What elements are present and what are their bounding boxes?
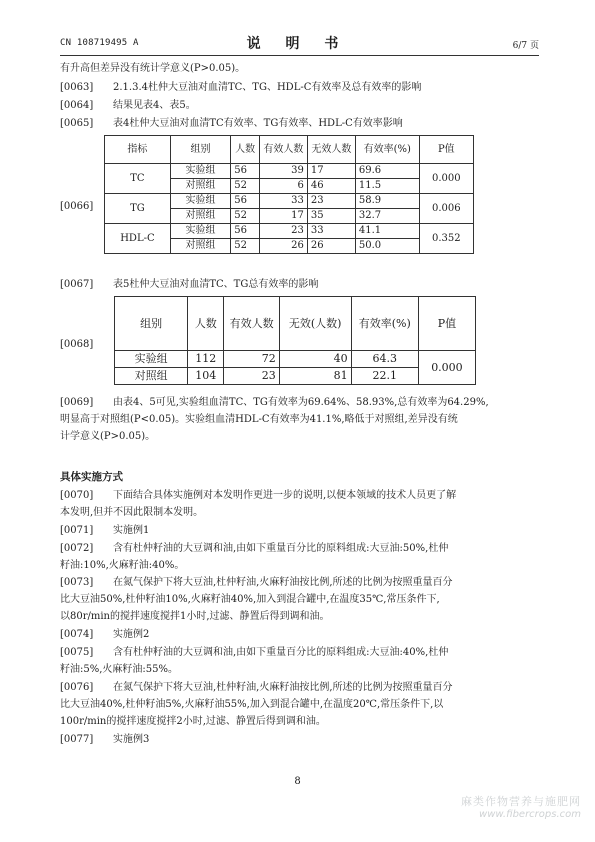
paragraph-text: 比大豆油40%,杜仲籽油5%,火麻籽油55%,加入到混合罐中,在温度20℃,常压条件下,以 xyxy=(60,699,444,710)
paragraph-text: 明显高于对照组(P<0.05)。实验组血清HDL-C有效率为41.1%,略低于对照组,差异没有统 xyxy=(60,414,458,425)
n-cell: 56 xyxy=(231,164,260,179)
paragraph-text: 实施例2 xyxy=(113,629,150,640)
rate-cell: 64.3 xyxy=(351,351,418,368)
column-header: 组别 xyxy=(170,136,230,164)
paragraph-text: 以80r/min的搅拌速度搅拌1小时,过滤、静置后得到调和油。 xyxy=(60,611,330,622)
effective-cell: 33 xyxy=(259,194,307,209)
section-heading: 具体实施方式 xyxy=(60,471,123,483)
group-cell: 对照组 xyxy=(170,239,230,254)
patent-number: CN 108719495 A xyxy=(60,38,139,48)
group-cell: 对照组 xyxy=(170,209,230,224)
paragraph-tag: [0066] xyxy=(60,201,94,212)
paragraph-text: 100r/min的搅拌速度搅拌2小时,过滤、静置后得到调和油。 xyxy=(60,716,326,727)
ineffective-cell: 35 xyxy=(307,209,355,224)
p-value-cell: 0.352 xyxy=(419,224,473,254)
group-cell: 实验组 xyxy=(115,351,188,368)
n-cell: 56 xyxy=(231,224,260,239)
table-4 xyxy=(104,135,474,254)
paragraph-text: 2.1.3.4杜仲大豆油对血清TC、TG、HDL-C有效率及总有效率的影响 xyxy=(113,82,422,93)
paragraph-tag: [0069] xyxy=(60,397,94,408)
column-header: P值 xyxy=(418,297,475,351)
group-cell: 对照组 xyxy=(170,179,230,194)
column-header: 有效率(%) xyxy=(355,136,419,164)
paragraph-tag: [0068] xyxy=(60,339,94,350)
paragraph-text: 籽油:10%,火麻籽油:40%。 xyxy=(60,560,185,571)
ineffective-cell: 46 xyxy=(307,179,355,194)
table-caption: 表4杜仲大豆油对血清TC有效率、TG有效率、HDL-C有效率影响 xyxy=(113,118,403,129)
ineffective-cell: 40 xyxy=(279,351,351,368)
column-header: 无效(人数) xyxy=(279,297,351,351)
paragraph-text: 实施例3 xyxy=(113,734,150,745)
effective-cell: 17 xyxy=(259,209,307,224)
group-cell: 对照组 xyxy=(115,368,188,385)
paragraph-tag: [0076] xyxy=(60,682,94,693)
paragraph-text: 实施例1 xyxy=(113,525,150,536)
column-header: 人数 xyxy=(231,136,260,164)
effective-cell: 23 xyxy=(224,368,279,385)
paragraph-tag: [0067] xyxy=(60,279,94,290)
ineffective-cell: 26 xyxy=(307,239,355,254)
paragraph-text: 下面结合具体实施例对本发明作更进一步的说明,以便本领域的技术人员更了解 xyxy=(113,490,457,501)
effective-cell: 6 xyxy=(259,179,307,194)
n-cell: 52 xyxy=(231,179,260,194)
column-header: 指标 xyxy=(105,136,171,164)
rate-cell: 11.5 xyxy=(355,179,419,194)
rate-cell: 58.9 xyxy=(355,194,419,209)
paragraph-text: 由表4、5可见,实验组血清TC、TG有效率为69.64%、58.93%,总有效率为64.29%, xyxy=(113,397,489,408)
column-header: 有效人数 xyxy=(259,136,307,164)
watermark-title: 麻类作物营养与施肥网 xyxy=(461,795,581,808)
rate-cell: 32.7 xyxy=(355,209,419,224)
rate-cell: 22.1 xyxy=(351,368,418,385)
ineffective-cell: 23 xyxy=(307,194,355,209)
n-cell: 52 xyxy=(231,209,260,224)
ineffective-cell: 33 xyxy=(307,224,355,239)
indicator-cell: TC xyxy=(105,164,171,194)
indicator-cell: TG xyxy=(105,194,171,224)
document-title: 说 明 书 xyxy=(246,36,349,52)
n-cell: 52 xyxy=(231,239,260,254)
table-row xyxy=(105,164,474,179)
paragraph-tag: [0063] xyxy=(60,82,94,93)
table-header-row xyxy=(115,297,476,351)
paragraph-text: 在氮气保护下将大豆油,杜仲籽油,火麻籽油按比例,所述的比例为按照重量百分 xyxy=(113,682,453,693)
page-number: 8 xyxy=(294,776,301,787)
paragraph-tag: [0072] xyxy=(60,543,94,554)
effective-cell: 26 xyxy=(259,239,307,254)
column-header: 有效人数 xyxy=(224,297,279,351)
rate-cell: 41.1 xyxy=(355,224,419,239)
p-value-cell: 0.006 xyxy=(419,194,473,224)
column-header: P值 xyxy=(419,136,473,164)
n-cell: 104 xyxy=(188,368,224,385)
paragraph-text: 计学意义(P>0.05)。 xyxy=(60,431,156,442)
paragraph-text: 结果见表4、表5。 xyxy=(113,100,196,111)
n-cell: 112 xyxy=(188,351,224,368)
paragraph-tag: [0070] xyxy=(60,490,94,501)
table-row xyxy=(105,194,474,209)
p-value-cell: 0.000 xyxy=(418,351,475,385)
ineffective-cell: 17 xyxy=(307,164,355,179)
paragraph-tag: [0074] xyxy=(60,629,94,640)
paragraph-tag: [0075] xyxy=(60,647,94,658)
rate-cell: 50.0 xyxy=(355,239,419,254)
table-row xyxy=(115,351,476,368)
paragraph-tag: [0071] xyxy=(60,525,94,536)
indicator-cell: HDL-C xyxy=(105,224,171,254)
paragraph-tag: [0064] xyxy=(60,100,94,111)
paragraph-tag: [0073] xyxy=(60,577,94,588)
paragraph-text: 比大豆油50%,杜仲籽油10%,火麻籽油40%,加入到混合罐中,在温度35℃,常压条件下, xyxy=(60,594,440,605)
table-header-row xyxy=(105,136,474,164)
paragraph-tag: [0065] xyxy=(60,118,94,129)
column-header: 有效率(%) xyxy=(351,297,418,351)
n-cell: 56 xyxy=(231,194,260,209)
table-5 xyxy=(114,296,476,385)
column-header: 无效人数 xyxy=(307,136,355,164)
column-header: 组别 xyxy=(115,297,188,351)
ineffective-cell: 81 xyxy=(279,368,351,385)
effective-cell: 39 xyxy=(259,164,307,179)
paragraph-text: 在氮气保护下将大豆油,杜仲籽油,火麻籽油按比例,所述的比例为按照重量百分 xyxy=(113,577,453,588)
rate-cell: 69.6 xyxy=(355,164,419,179)
paragraph-tag: [0077] xyxy=(60,734,94,745)
group-cell: 实验组 xyxy=(170,194,230,209)
column-header: 人数 xyxy=(188,297,224,351)
table-row xyxy=(105,224,474,239)
paragraph-text: 含有杜仲籽油的大豆调和油,由如下重量百分比的原料组成:大豆油:40%,杜仲 xyxy=(113,647,449,658)
watermark xyxy=(461,793,581,820)
group-cell: 实验组 xyxy=(170,164,230,179)
table-caption: 表5杜仲大豆油对血清TC、TG总有效率的影响 xyxy=(113,279,319,290)
paragraph-text: 本发明,但并不因此限制本发明。 xyxy=(60,507,204,518)
paragraph-text: 籽油:5%,火麻籽油:55%。 xyxy=(60,664,179,675)
paragraph-continuation: 有升高但差异没有统计学意义(P>0.05)。 xyxy=(60,63,246,74)
group-cell: 实验组 xyxy=(170,224,230,239)
effective-cell: 23 xyxy=(259,224,307,239)
paragraph-text: 含有杜仲籽油的大豆调和油,由如下重量百分比的原料组成:大豆油:50%,杜仲 xyxy=(113,543,449,554)
p-value-cell: 0.000 xyxy=(419,164,473,194)
effective-cell: 72 xyxy=(224,351,279,368)
header-divider xyxy=(60,55,539,56)
watermark-url: www.fibercrops.com xyxy=(479,809,581,820)
page-indicator: 6/7 页 xyxy=(512,41,539,51)
